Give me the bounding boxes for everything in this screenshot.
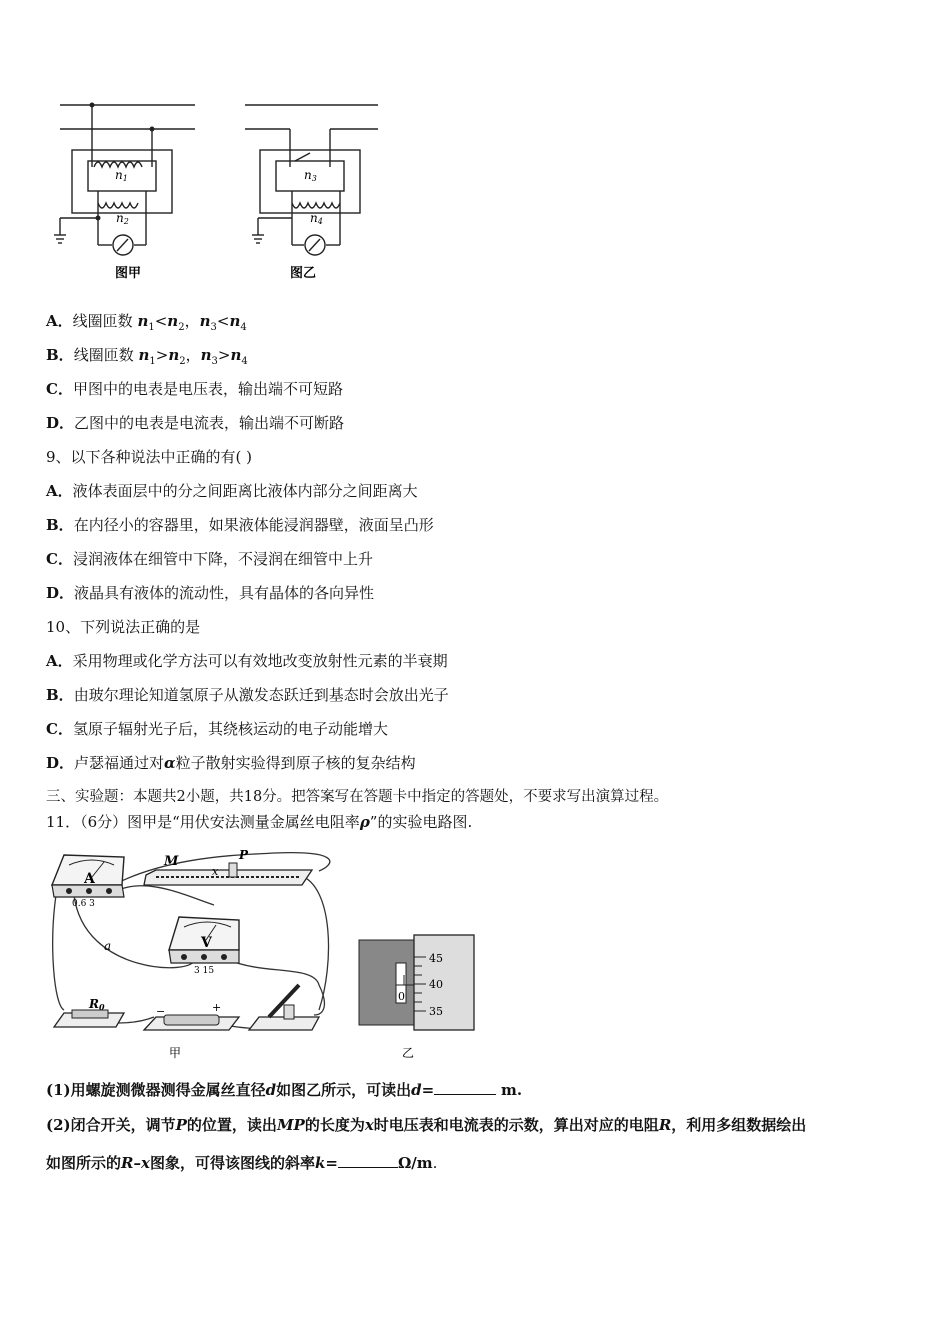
label-p: P xyxy=(239,848,249,862)
left-caption: 图甲 xyxy=(115,266,142,281)
switch xyxy=(249,985,319,1030)
q8-option-c: C．甲图中的电表是电压表，输出端不可短路 xyxy=(46,380,343,398)
q11-sub2-line2: 如图所示的R–x图象，可得该图线的斜率k= Ω/m. xyxy=(46,1154,438,1172)
transformer-figure xyxy=(40,95,400,285)
q10-option-a: A．采用物理或化学方法可以有效地改变放射性元素的半衰期 xyxy=(46,652,448,670)
answer-blank-d[interactable] xyxy=(434,1080,496,1095)
q8-option-d: D．乙图中的电表是电流表，输出端不可断路 xyxy=(46,414,345,432)
q11-stem: 11．（6分）图甲是“用伏安法测量金属丝电阻率ρ”的实验电路图. xyxy=(46,813,473,831)
micrometer-tick-35: 35 xyxy=(429,1005,443,1018)
q9-option-c: C．浸润液体在细管中下降，不浸润在细管中上升 xyxy=(46,550,373,568)
q9-option-a: A．液体表面层中的分之间距离比液体内部分之间距离大 xyxy=(46,482,418,500)
q9-option-d: D．液晶具有液体的流动性，具有晶体的各向异性 xyxy=(46,584,375,602)
svg-text:−: − xyxy=(156,1005,166,1018)
answer-blank-k[interactable] xyxy=(338,1153,398,1168)
ammeter-scale: 0.6 3 xyxy=(72,899,95,909)
q8-option-a: A．线圈匝数 $n_1<n_2$，$n_3<n_4$ xyxy=(46,312,247,333)
label-x: x xyxy=(212,865,219,878)
label-r0: R0 xyxy=(89,997,105,1012)
micrometer-tick-45: 45 xyxy=(429,952,443,965)
resistor-r0 xyxy=(54,1010,124,1027)
micrometer xyxy=(359,935,474,1030)
n4-label: n4 xyxy=(310,211,323,226)
section3-heading: 三、实验题：本题共2小题，共18分。把答案写在答题卡中指定的答题处，不要求写出演算过程。 xyxy=(46,789,669,805)
n1-label: n1 xyxy=(115,168,128,183)
q9-stem: 9、以下各种说法中正确的有( ) xyxy=(46,448,253,466)
voltmeter-label: V xyxy=(201,935,212,951)
ammeter-label: A xyxy=(84,871,95,887)
q11-sub1: (1)用螺旋测微器测得金属丝直径d如图乙所示，可读出d= m. xyxy=(46,1081,523,1099)
fig-caption-yi: 乙 xyxy=(402,1046,415,1060)
micrometer-tick-40: 40 xyxy=(429,978,443,991)
voltmeter-scale: 3 15 xyxy=(194,966,215,976)
experiment-figure xyxy=(44,845,484,1067)
label-a: a xyxy=(104,939,112,953)
q8-option-b: B．线圈匝数 $n_1>n_2$，$n_3>n_4$ xyxy=(46,346,248,367)
label-m: M xyxy=(164,854,179,869)
q10-stem: 10、下列说法正确的是 xyxy=(46,618,201,636)
right-caption: 图乙 xyxy=(290,266,317,281)
q9-option-b: B．在内径小的容器里，如果液体能浸润器壁，液面呈凸形 xyxy=(46,516,434,534)
battery xyxy=(144,1001,239,1030)
fig-caption-jia: 甲 xyxy=(169,1046,182,1060)
n2-label: n2 xyxy=(116,211,129,226)
svg-text:+: + xyxy=(212,1001,222,1014)
q11-sub2-line1: (2)闭合开关，调节P的位置，读出MP的长度为x时电压表和电流表的示数，算出对应的电阻R，利用多组数据绘出 xyxy=(46,1116,807,1134)
q10-option-c: C．氢原子辐射光子后，其绕核运动的电子动能增大 xyxy=(46,720,388,738)
q10-option-d: D．卢瑟福通过对α粒子散射实验得到原子核的复杂结构 xyxy=(46,754,416,772)
micrometer-zero: 0 xyxy=(398,990,405,1003)
q10-option-b: B．由玻尔理论知道氢原子从激发态跃迁到基态时会放出光子 xyxy=(46,686,449,704)
n3-label: n3 xyxy=(304,168,317,183)
